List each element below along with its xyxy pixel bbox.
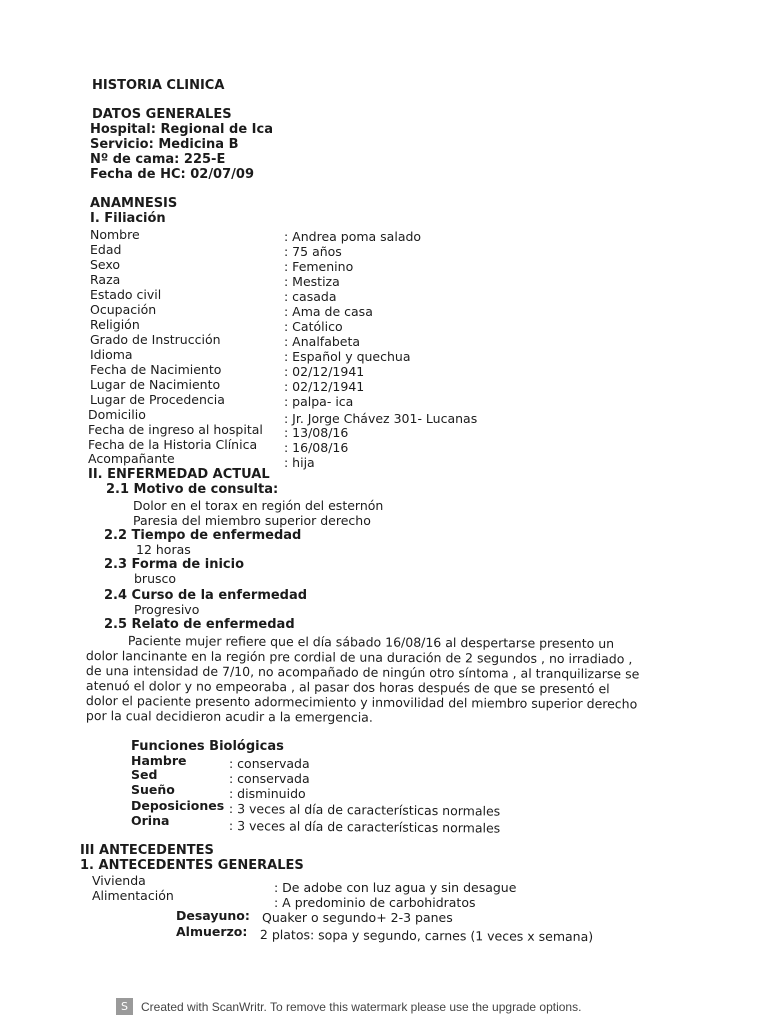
filiacion-value: : Jr. Jorge Chávez 301- Lucanas (284, 411, 478, 426)
relato-line: dolor el paciente presento adormecimiento y inmovilidad del miembro superior derecho (85, 693, 638, 712)
filiacion-value: : Mestiza (284, 274, 340, 289)
document-title: HISTORIA CLINICA (92, 78, 225, 93)
funciones-label: Orina (131, 813, 170, 828)
curso-value: Progresivo (134, 602, 200, 617)
funciones-value: : 3 veces al día de características normales (228, 801, 501, 819)
antecedentes-heading: III ANTECEDENTES (80, 843, 214, 858)
funciones-label: Hambre (131, 753, 187, 768)
filiacion-value: : Ama de casa (284, 304, 373, 319)
curso-heading: 2.4 Curso de la enfermedad (104, 588, 308, 603)
filiacion-value: : Católico (284, 319, 343, 334)
scanwritr-watermark (116, 998, 581, 1015)
filiacion-value: : Femenino (284, 259, 354, 274)
filiacion-value: : 02/12/1941 (284, 364, 365, 379)
funciones-label: Sueño (131, 782, 175, 797)
antecedentes-generales-heading: 1. ANTECEDENTES GENERALES (80, 858, 304, 873)
anamnesis-heading: ANAMNESIS (90, 196, 178, 211)
alimentacion-value: : A predominio de carbohidratos (274, 895, 476, 910)
motivo-line: Paresia del miembro superior derecho (133, 513, 371, 528)
fecha-hc-line: Fecha de HC: 02/07/09 (90, 167, 254, 182)
servicio-line: Servicio: Medicina B (90, 137, 239, 152)
filiacion-value: : palpa- ica (284, 394, 354, 409)
enfermedad-actual-heading: II. ENFERMEDAD ACTUAL (88, 467, 270, 482)
filiacion-value: : 75 años (284, 244, 342, 259)
filiacion-value: : Analfabeta (284, 334, 361, 349)
filiacion-heading: I. Filiación (90, 211, 166, 226)
tiempo-heading: 2.2 Tiempo de enfermedad (104, 528, 302, 543)
alimentacion-label: Alimentación (92, 888, 174, 903)
filiacion-value: : hija (284, 455, 315, 470)
funciones-label: Sed (131, 767, 158, 782)
filiacion-value: : casada (284, 289, 337, 304)
almuerzo-label: Almuerzo: (176, 924, 248, 939)
relato-line: por la cual decidieron acudir a la emergencia. (85, 708, 373, 725)
tiempo-value: 12 horas (136, 542, 191, 557)
relato-line: Paciente mujer refiere que el día sábado 16/08/16 al despertarse presento un (127, 633, 615, 651)
relato-line: de una intensidad de 7/10, no acompañado de ningún otro síntoma , al tranquilizarse se (85, 663, 640, 682)
filiacion-label: Lugar de Procedencia (90, 392, 225, 407)
forma-heading: 2.3 Forma de inicio (104, 557, 245, 572)
relato-line: dolor lancinante en la región pre cordial de una duración de 2 segundos , no irradiado , (85, 648, 633, 667)
funciones-heading: Funciones Biológicas (131, 739, 284, 754)
watermark-text: Created with ScanWritr. To remove this watermark please use the upgrade options. (141, 999, 582, 1014)
funciones-value: : conservada (229, 756, 310, 771)
filiacion-label: Fecha de la Historia Clínica (88, 437, 258, 452)
filiacion-value: : Andrea poma salado (284, 229, 422, 244)
motivo-heading: 2.1 Motivo de consulta: (106, 482, 279, 497)
filiacion-label: Edad (90, 242, 122, 257)
vivienda-value: : De adobe con luz agua y sin desague (274, 880, 517, 895)
funciones-value: : conservada (229, 771, 310, 786)
filiacion-label: Religión (90, 317, 140, 332)
filiacion-label: Domicilio (88, 407, 146, 422)
funciones-value: : 3 veces al día de características normales (228, 818, 501, 836)
desayuno-value: Quaker o segundo+ 2-3 panes (262, 910, 453, 925)
filiacion-label: Ocupación (90, 302, 157, 317)
filiacion-label: Raza (90, 272, 121, 287)
forma-value: brusco (134, 571, 177, 586)
filiacion-label: Fecha de Nacimiento (90, 362, 222, 377)
desayuno-label: Desayuno: (176, 908, 250, 923)
filiacion-label: Estado civil (90, 287, 162, 302)
filiacion-label: Lugar de Nacimiento (90, 377, 221, 392)
filiacion-value: : 13/08/16 (284, 425, 349, 440)
relato-line: atenuó el dolor y no empeoraba , al pasar dos horas después de que se presentó el (85, 678, 610, 697)
hospital-line: Hospital: Regional de Ica (90, 122, 273, 137)
cama-line: Nº de cama: 225-E (90, 152, 226, 167)
motivo-line: Dolor en el torax en región del esternón (133, 498, 384, 513)
scanwritr-logo-icon: S (116, 998, 133, 1015)
filiacion-value: : Español y quechua (284, 349, 411, 364)
filiacion-label: Fecha de ingreso al hospital (88, 422, 263, 437)
almuerzo-value: 2 platos: sopa y segundo, carnes (1 veces x semana) (259, 927, 594, 945)
filiacion-label: Sexo (90, 257, 121, 272)
relato-heading: 2.5 Relato de enfermedad (104, 617, 295, 632)
datos-generales-heading: DATOS GENERALES (92, 107, 232, 122)
filiacion-label: Nombre (90, 227, 140, 242)
filiacion-label: Idioma (90, 347, 133, 362)
filiacion-value: : 16/08/16 (284, 440, 349, 455)
filiacion-label: Grado de Instrucción (90, 332, 221, 347)
funciones-value: : disminuido (229, 786, 306, 801)
filiacion-label: Acompañante (88, 451, 175, 466)
vivienda-label: Vivienda (92, 873, 146, 888)
filiacion-value: : 02/12/1941 (284, 379, 365, 394)
funciones-label: Deposiciones (131, 798, 225, 813)
